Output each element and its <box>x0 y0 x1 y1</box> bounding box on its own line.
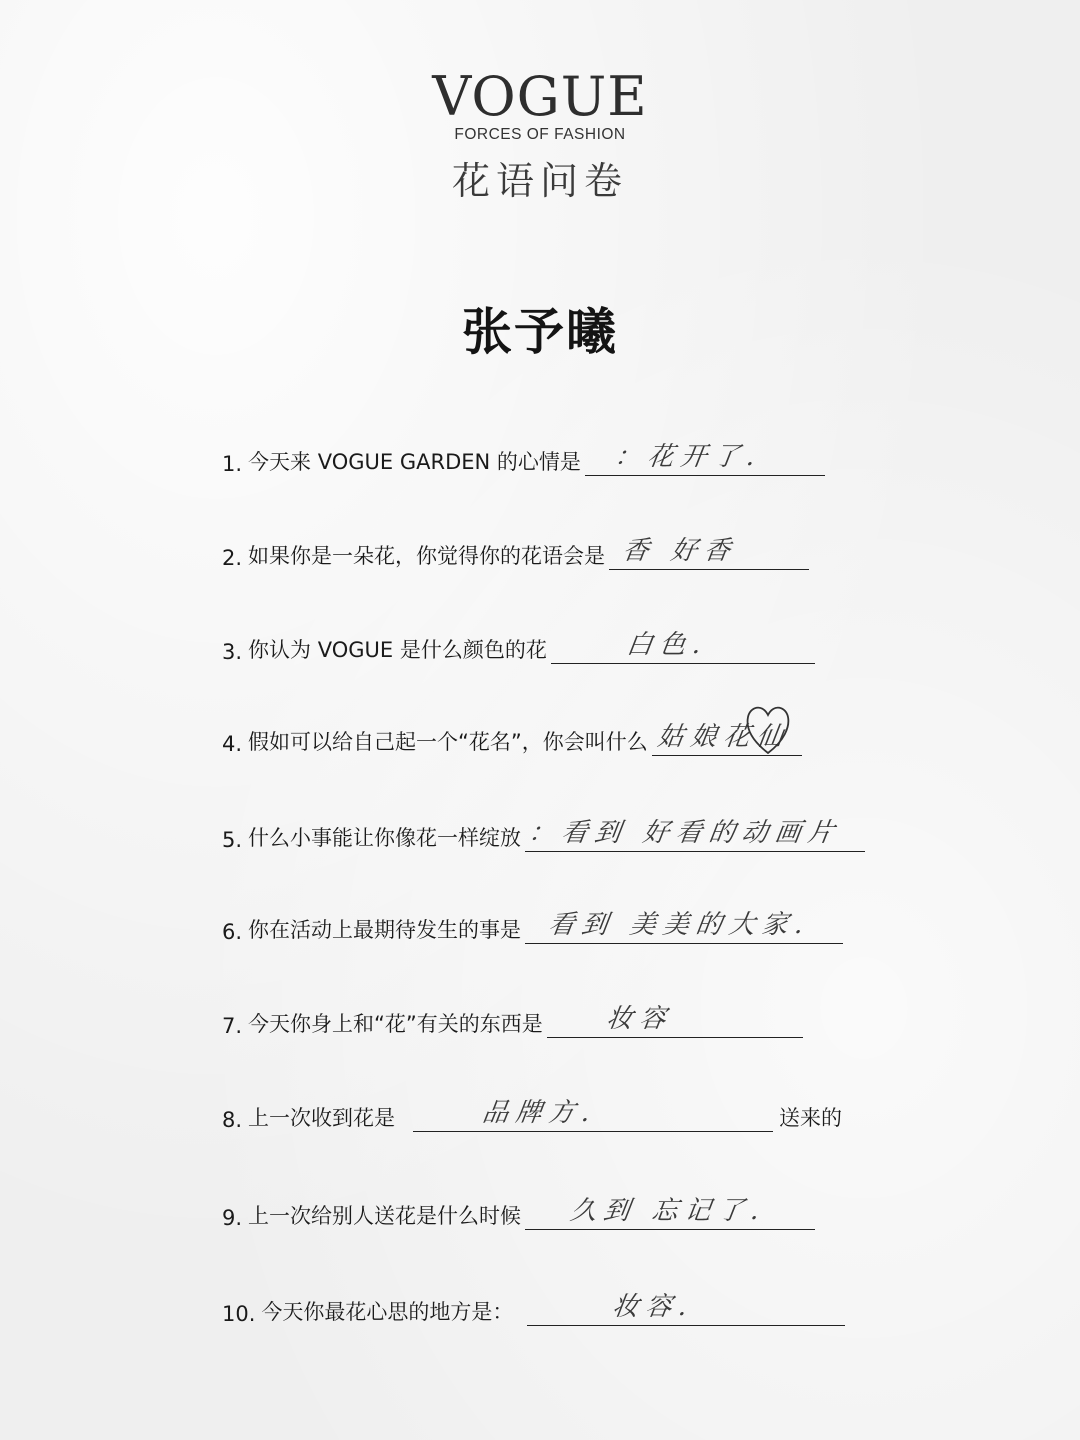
handwritten-answer: ：看到 好看的动画片 <box>526 818 844 848</box>
question-text: 如果你是一朵花，你觉得你的花语会是 <box>248 544 606 568</box>
answer-line <box>525 910 843 944</box>
question-5 <box>222 812 865 852</box>
question-text: 你在活动上最期待发生的事是 <box>248 918 522 942</box>
question-1 <box>222 436 825 476</box>
question-9 <box>222 1190 815 1230</box>
question-suffix: 送来的 <box>779 1106 843 1130</box>
handwritten-answer: 妆容 <box>604 1004 675 1034</box>
answer-line <box>652 722 802 756</box>
answer-line <box>585 442 825 476</box>
question-number: 9. <box>222 1206 243 1230</box>
question-text: 什么小事能让你像花一样绽放 <box>248 826 522 850</box>
question-number: 1. <box>222 452 243 476</box>
question-number: 6. <box>222 920 243 944</box>
brand-logo: VOGUE <box>432 65 648 128</box>
question-number: 7. <box>222 1014 243 1038</box>
question-4 <box>222 716 802 756</box>
answer-line <box>547 1004 803 1038</box>
answer-line <box>609 536 809 570</box>
question-text: 上一次给别人送花是什么时候 <box>248 1204 522 1228</box>
question-7 <box>222 998 803 1038</box>
handwritten-answer: 姑娘花仙 <box>655 722 792 752</box>
question-text: 你认为 VOGUE 是什么颜色的花 <box>248 638 547 662</box>
question-number: 5. <box>222 828 243 852</box>
answer-line <box>551 630 815 664</box>
handwritten-answer: 看到 美美的大家. <box>546 910 813 940</box>
masthead <box>0 65 1080 205</box>
question-number: 3. <box>222 640 243 664</box>
question-number: 10. <box>222 1302 256 1326</box>
question-text: 今天你最花心思的地方是： <box>261 1300 514 1324</box>
handwritten-answer: 白色. <box>624 630 710 660</box>
question-text: 假如可以给自己起一个“花名”，你会叫什么 <box>248 730 648 754</box>
handwritten-answer: 香 好香 <box>620 536 740 566</box>
question-number: 4. <box>222 732 243 756</box>
question-2 <box>222 530 809 570</box>
answer-line <box>527 1292 845 1326</box>
question-text: 今天你身上和“花”有关的东西是 <box>248 1012 543 1036</box>
respondent-name: 张予曦 <box>462 302 618 361</box>
question-6 <box>222 904 843 944</box>
form-title: 花语问卷 <box>451 159 628 203</box>
handwritten-answer: 品牌方. <box>480 1098 600 1128</box>
question-10 <box>222 1286 845 1326</box>
handwritten-answer: 妆容. <box>610 1292 697 1322</box>
brand-tagline: FORCES OF FASHION <box>454 126 626 143</box>
heart-doodle-icon <box>744 699 792 757</box>
answer-line <box>525 1196 815 1230</box>
handwritten-answer: 久到 忘记了. <box>568 1196 769 1226</box>
question-8 <box>222 1092 842 1132</box>
question-3 <box>222 624 815 664</box>
answer-line <box>525 818 865 852</box>
question-text: 上一次收到花是 <box>248 1106 396 1130</box>
handwritten-answer: ：花开了. <box>612 442 764 472</box>
answer-line <box>413 1098 773 1132</box>
question-number: 2. <box>222 546 243 570</box>
question-text: 今天来 VOGUE GARDEN 的心情是 <box>248 450 581 474</box>
question-number: 8. <box>222 1108 243 1132</box>
